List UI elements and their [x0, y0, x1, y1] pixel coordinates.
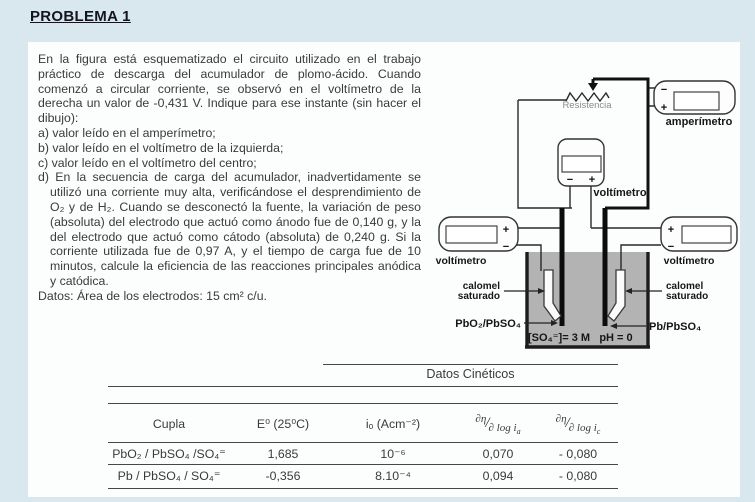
- voltmeter-left-display: [446, 226, 497, 243]
- row2-slope-a: 0,094: [482, 469, 514, 483]
- table-rule: [108, 386, 618, 387]
- resistor-label: Resistencia: [562, 100, 612, 111]
- voltmeter-right: [661, 217, 737, 267]
- header-e0: E⁰ (25⁰C): [256, 416, 310, 431]
- problem-item-d: d) En la secuencia de carga del acumulador, inadvertidamente se utilizó una corriente muy alta, verificándose el desprendimiento de O₂ y de H₂. Cuando se desconectó la fuente, la variación de peso (absoluta) del electrodo que actuó como ánodo fue de 0,140 g, y la del electrodo que actuó como cátodo (absoluta) de 0,240 g. Si la corriente utilizada fue de 0,97 A, y el tiempo de carga fue de 10 minutos, calcule la eficiencia de las reacciones principales anódica y catódica.: [38, 170, 421, 288]
- row1-slope-c: - 0,080: [558, 446, 598, 461]
- row1-cupla: PbO₂ / PbSO₄ /SO₄⁼: [112, 446, 226, 461]
- voltmeter-center-minus-terminal: −: [566, 174, 574, 186]
- calomel-left-label-line2: saturado: [457, 291, 500, 302]
- ammeter-minus-terminal: −: [660, 84, 668, 96]
- row1-e0: 1,685: [267, 446, 299, 461]
- header-tafel-anodic: [458, 413, 538, 436]
- table-header-row: [100, 405, 618, 442]
- problem-item-b: b) valor leído en el voltímetro de la izquierda;: [38, 140, 284, 155]
- problem-item-c: c) valor leído en el voltímetro del centro;: [38, 155, 257, 170]
- tafel-cathodic-den: ∂ log i: [568, 422, 597, 434]
- page-title: PROBLEMA 1: [30, 8, 131, 25]
- calomel-right-label-line2: saturado: [666, 291, 709, 302]
- row2-slope-c: - 0,080: [558, 469, 598, 483]
- row2-e0: -0,356: [265, 469, 301, 483]
- table-spanner-title: Datos Cinéticos: [426, 367, 515, 381]
- voltmeter-left-label: voltímetro: [435, 255, 487, 267]
- calomel-left-label-line1: calomel: [462, 281, 500, 292]
- circuit-diagram: [430, 55, 740, 360]
- tafel-anodic-num: ∂η: [475, 413, 487, 425]
- calomel-right-label-line1: calomel: [666, 281, 704, 292]
- voltmeter-left-plus-terminal: +: [502, 224, 510, 236]
- voltmeter-right-plus-terminal: +: [667, 224, 675, 236]
- table-spanner-topline: [323, 364, 618, 365]
- header-i0: iₒ (Acm⁻²): [365, 416, 421, 431]
- table-rule: [108, 488, 618, 489]
- electrode-left-label: PbO₂/PbSO₄: [455, 318, 521, 330]
- tafel-anodic-sub: a: [516, 427, 521, 436]
- row2-i0: 8.10⁻⁴: [375, 469, 411, 483]
- tafel-cathodic-slash: /: [565, 415, 570, 431]
- voltmeter-right-minus-terminal: −: [667, 241, 675, 253]
- ph-label: pH = 0: [599, 332, 633, 344]
- content-card: [28, 42, 740, 497]
- voltmeter-center: [558, 139, 647, 199]
- voltmeter-center-label: voltímetro: [593, 187, 647, 199]
- tafel-anodic-den: ∂ log i: [488, 422, 517, 434]
- problem-item-a: a) valor leído en el amperímetro;: [38, 125, 216, 140]
- header-tafel-cathodic: [538, 413, 618, 436]
- row1-i0: 10⁻⁶: [380, 446, 406, 461]
- problem-statement: [38, 52, 421, 304]
- tafel-cathodic-num: ∂η: [555, 413, 567, 425]
- ammeter: [654, 81, 735, 128]
- ammeter-display: [674, 92, 719, 110]
- voltmeter-right-display: [682, 226, 731, 243]
- row1-slope-a: 0,070: [482, 446, 514, 461]
- tafel-cathodic-sub: c: [596, 427, 601, 436]
- table-row: [100, 465, 618, 487]
- voltmeter-center-display: [562, 156, 601, 172]
- tafel-anodic-slash: /: [485, 415, 490, 431]
- voltmeter-right-label: voltímetro: [663, 255, 715, 267]
- solution-concentration-label: [SO₄⁼]= 3 M: [527, 332, 591, 344]
- kinetic-data-table: [100, 358, 618, 496]
- header-cupla: Cupla: [152, 416, 186, 431]
- problem-data-line: Datos: Área de los electrodos: 15 cm² c/u.: [38, 288, 267, 303]
- table-row: [100, 443, 618, 464]
- voltmeter-left-minus-terminal: −: [502, 241, 510, 253]
- problem-intro: En la figura está esquematizado el circuito utilizado en el trabajo práctico de descarga del acumulador de plomo-ácido. Cuando comenzó a circular corriente, se observó en el voltímetro de la derecha un valor de -0,431 V. Indique para ese instante (sin hacer el dibujo):: [38, 52, 421, 126]
- ammeter-label: amperímetro: [665, 116, 733, 128]
- voltmeter-left: [436, 217, 518, 267]
- rheostat-wiper-arrow-icon: [588, 83, 598, 91]
- electrode-right-label: Pb/PbSO₄: [649, 321, 702, 333]
- ammeter-plus-terminal: +: [660, 102, 668, 114]
- voltmeter-center-plus-terminal: +: [588, 174, 596, 186]
- row2-cupla: Pb / PbSO₄ / SO₄⁼: [117, 469, 221, 483]
